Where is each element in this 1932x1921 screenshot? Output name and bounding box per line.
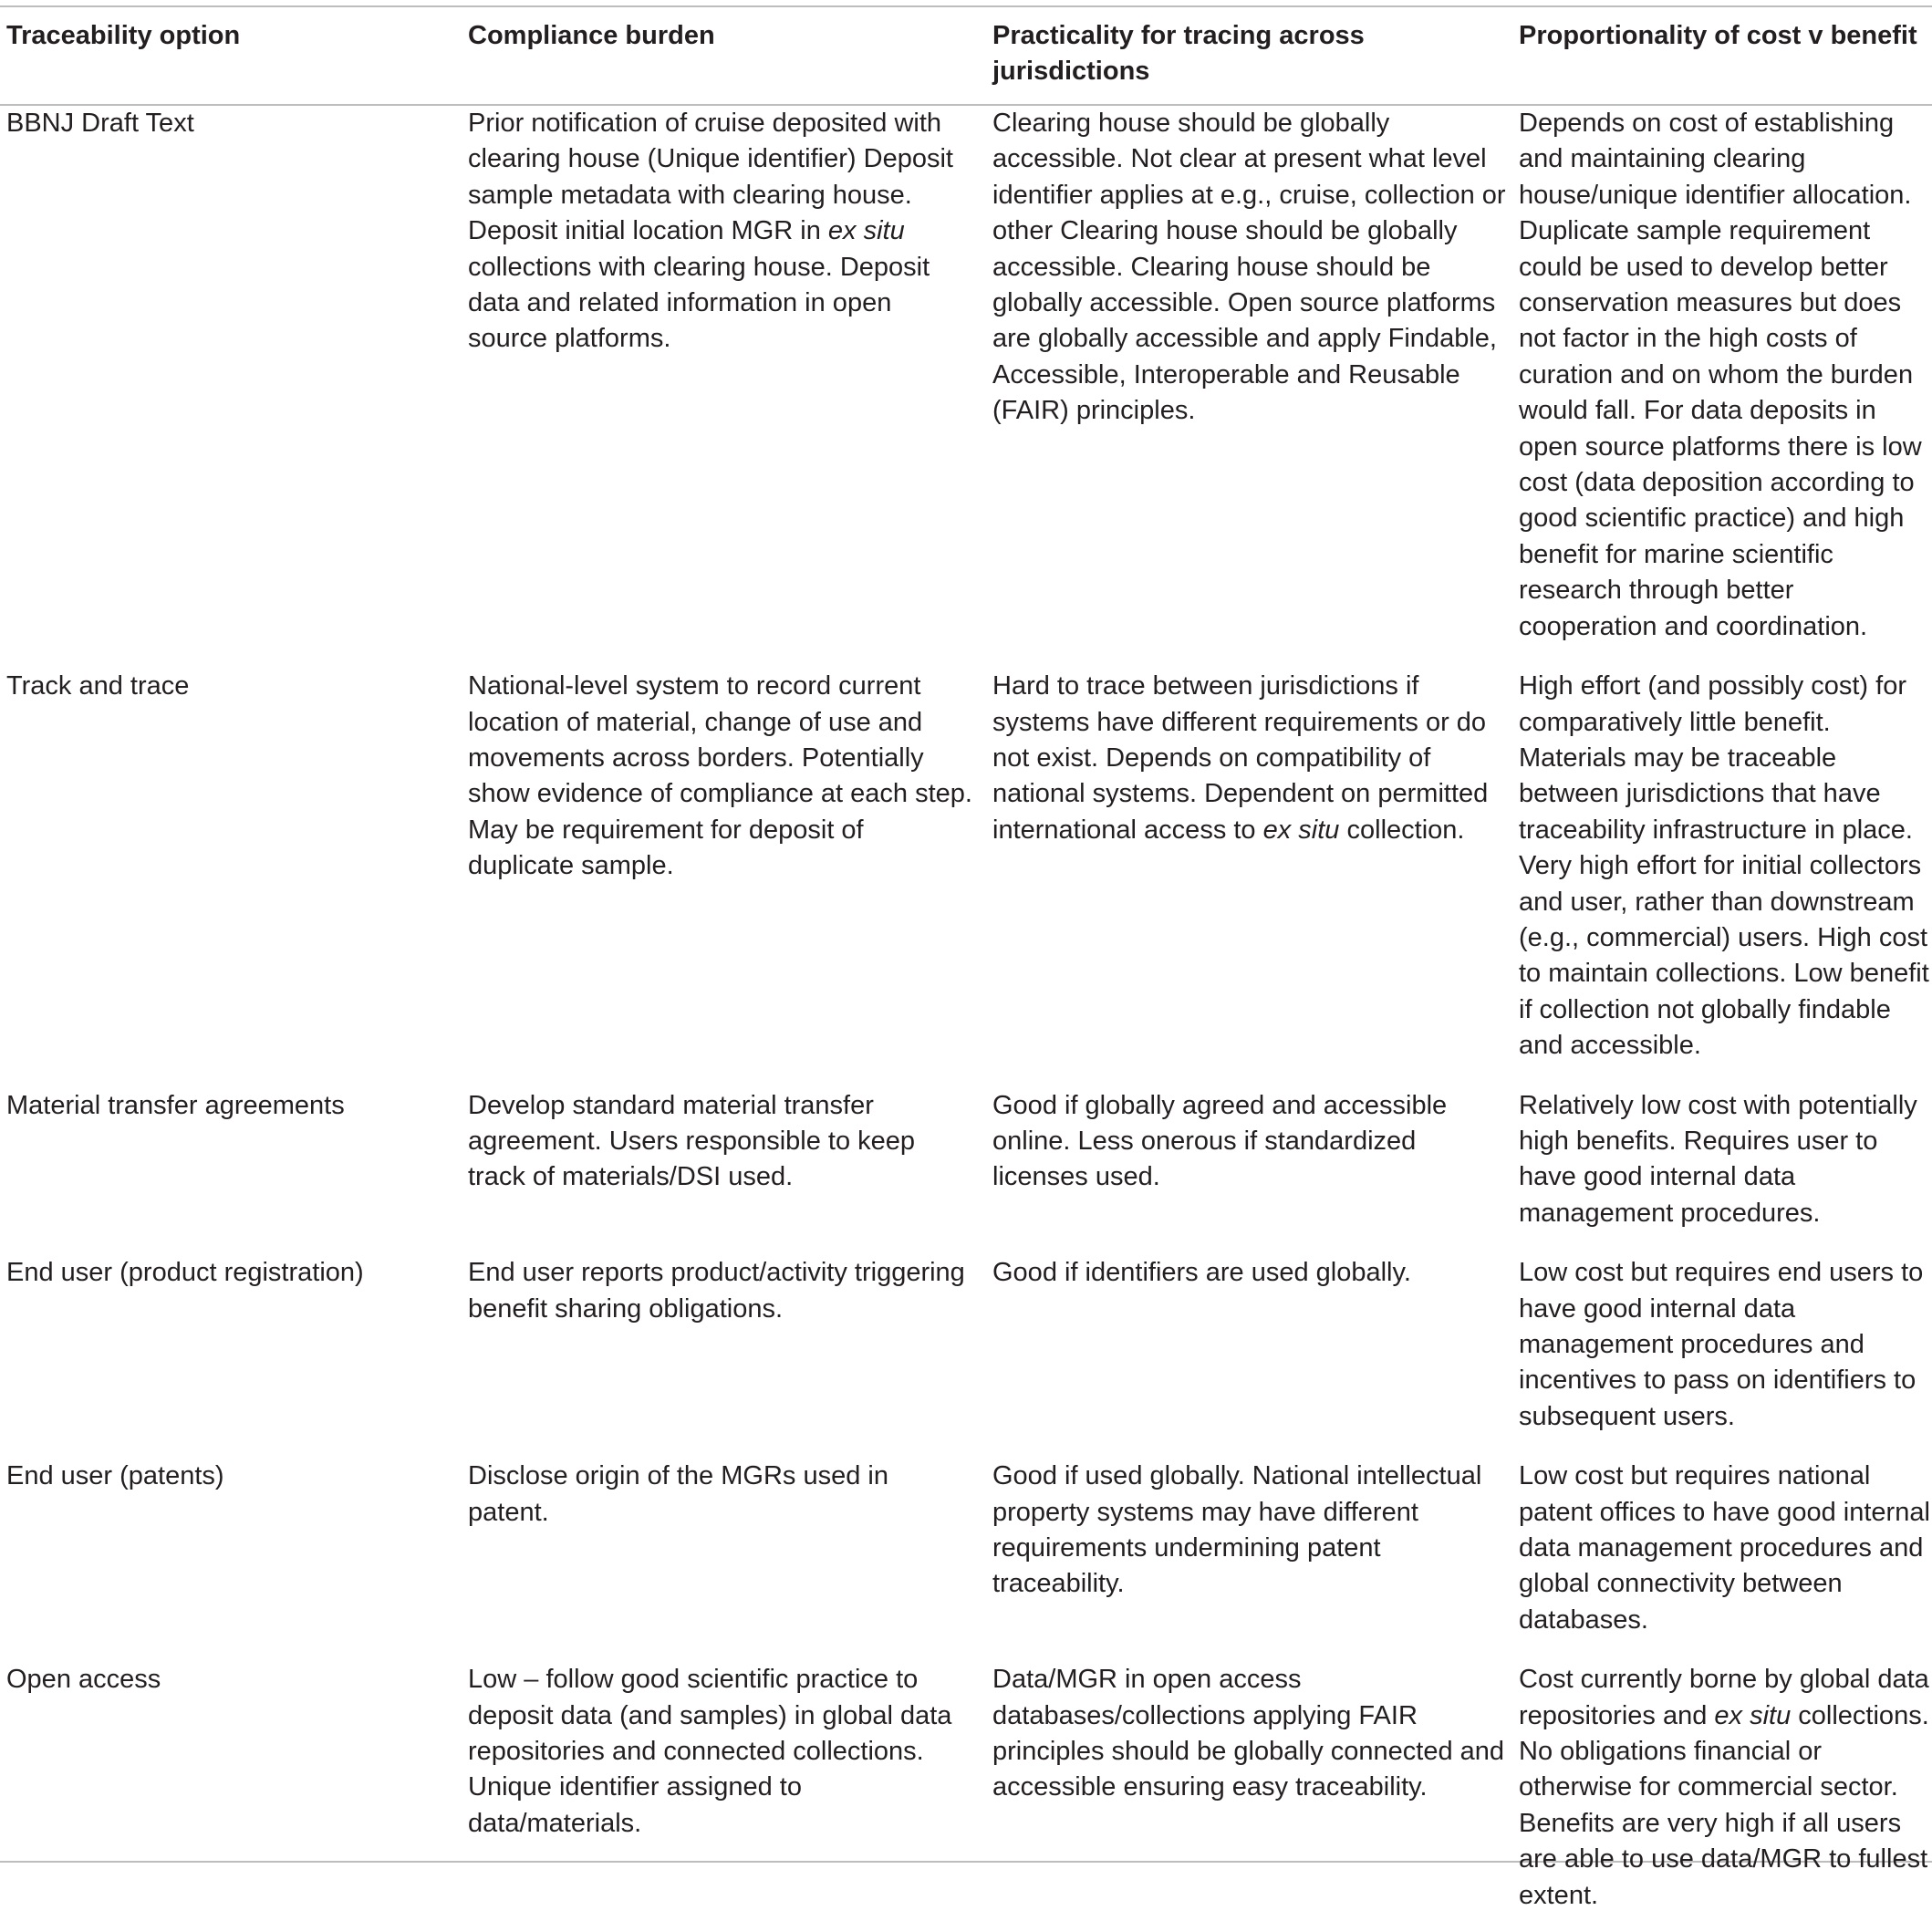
traceability-option-cell: BBNJ Draft Text xyxy=(6,109,194,138)
column-header-practicality: Practicality for tracing across jurisdictions xyxy=(992,21,1365,86)
proportionality-cell: High effort (and possibly cost) for comparatively little benefit. Materials may be traceable between jurisdictions that have traceability infrastructure in place. Very high effort for initial collectors and user, rather than downstream (e.g., commercial) users. High cost to maintain collections. Low benefit if collection not globally findable and accessible. xyxy=(1519,671,1929,1061)
traceability-option-cell: Material transfer agreements xyxy=(6,1090,345,1120)
practicality-cell: Hard to trace between jurisdictions if systems have different requirements or do not exist. Depends on compatibility of national systems. Dependent on permitted international access to ex situ collection. xyxy=(992,671,1489,845)
column-header-traceability-option: Traceability option xyxy=(6,21,241,50)
traceability-option-cell: Open access xyxy=(6,1665,161,1695)
traceability-option-cell: End user (patents) xyxy=(6,1461,224,1491)
traceability-option-cell: End user (product registration) xyxy=(6,1258,364,1288)
compliance-burden-cell: Develop standard material transfer agreement. Users responsible to keep track of materials/DSI used. xyxy=(468,1090,916,1192)
practicality-cell: Data/MGR in open access databases/collections applying FAIR principles should be globally connected and accessible ensuring easy traceability. xyxy=(992,1665,1505,1802)
compliance-burden-cell: National-level system to record current location of material, change of use and movements across borders. Potentially show evidence of compliance at each step. May be requirement for deposit of duplicate sample. xyxy=(468,671,972,881)
proportionality-cell: Depends on cost of establishing and maintaining clearing house/unique identifier allocation. Duplicate sample requirement could be used to develop better conservation measures but does not factor in the high costs of curation and on whom the burden would fall. For data deposits in open source platforms there is low cost (data deposition according to good scientific practice) and high benefit for marine scientific research through better cooperation and coordination. xyxy=(1519,109,1922,641)
practicality-cell: Good if used globally. National intellectual property systems may have different requirements undermining patent traceability. xyxy=(992,1461,1482,1599)
compliance-burden-cell: End user reports product/activity triggering benefit sharing obligations. xyxy=(468,1258,965,1324)
table-row xyxy=(0,1646,1932,1921)
compliance-burden-cell: Low – follow good scientific practice to deposit data (and samples) in global data repositories and connected collections. Unique identifier assigned to data/materials. xyxy=(468,1665,952,1838)
table-row xyxy=(0,1239,1932,1442)
traceability-option-cell: Track and trace xyxy=(6,671,190,701)
proportionality-cell: Relatively low cost with potentially high benefits. Requires user to have good internal data management procedures. xyxy=(1519,1090,1917,1228)
proportionality-cell: Cost currently borne by global data repositories and ex situ collections. No obligations financial or otherwise for commercial sector. Benefits are very high if all users are able to use data/MGR to fullest extent. xyxy=(1519,1665,1929,1910)
column-header-compliance-burden: Compliance burden xyxy=(468,21,715,50)
proportionality-cell: Low cost but requires end users to have good internal data management procedures and incentives to pass on identifiers to subsequent users. xyxy=(1519,1258,1924,1431)
practicality-cell: Clearing house should be globally accessible. Not clear at present what level identifier applies at e.g., cruise, collection or other Clearing house should be globally accessible. Clearing house should be globally accessible. Open source platforms are globally accessible and apply Findable, Accessible, Interoperable and Reusable (FAIR) principles. xyxy=(992,109,1506,426)
practicality-cell: Good if identifiers are used globally. xyxy=(992,1258,1411,1288)
table-row xyxy=(0,89,1932,652)
table-row xyxy=(0,1442,1932,1646)
column-header-proportionality: Proportionality of cost v benefit xyxy=(1519,21,1917,50)
table-header-row xyxy=(0,0,1932,89)
table-row xyxy=(0,652,1932,1071)
compliance-burden-cell: Prior notification of cruise deposited with clearing house (Unique identifier) Deposit sample metadata with clearing house. Deposit initial location MGR in ex situ collections with clearing house. Deposit data and related information in open source platforms. xyxy=(468,109,953,354)
practicality-cell: Good if globally agreed and accessible online. Less onerous if standardized licenses used. xyxy=(992,1090,1448,1192)
proportionality-cell: Low cost but requires national patent offices to have good internal data management procedures and global connectivity between databases. xyxy=(1519,1461,1930,1635)
compliance-burden-cell: Disclose origin of the MGRs used in patent. xyxy=(468,1461,888,1527)
table-row xyxy=(0,1072,1932,1240)
